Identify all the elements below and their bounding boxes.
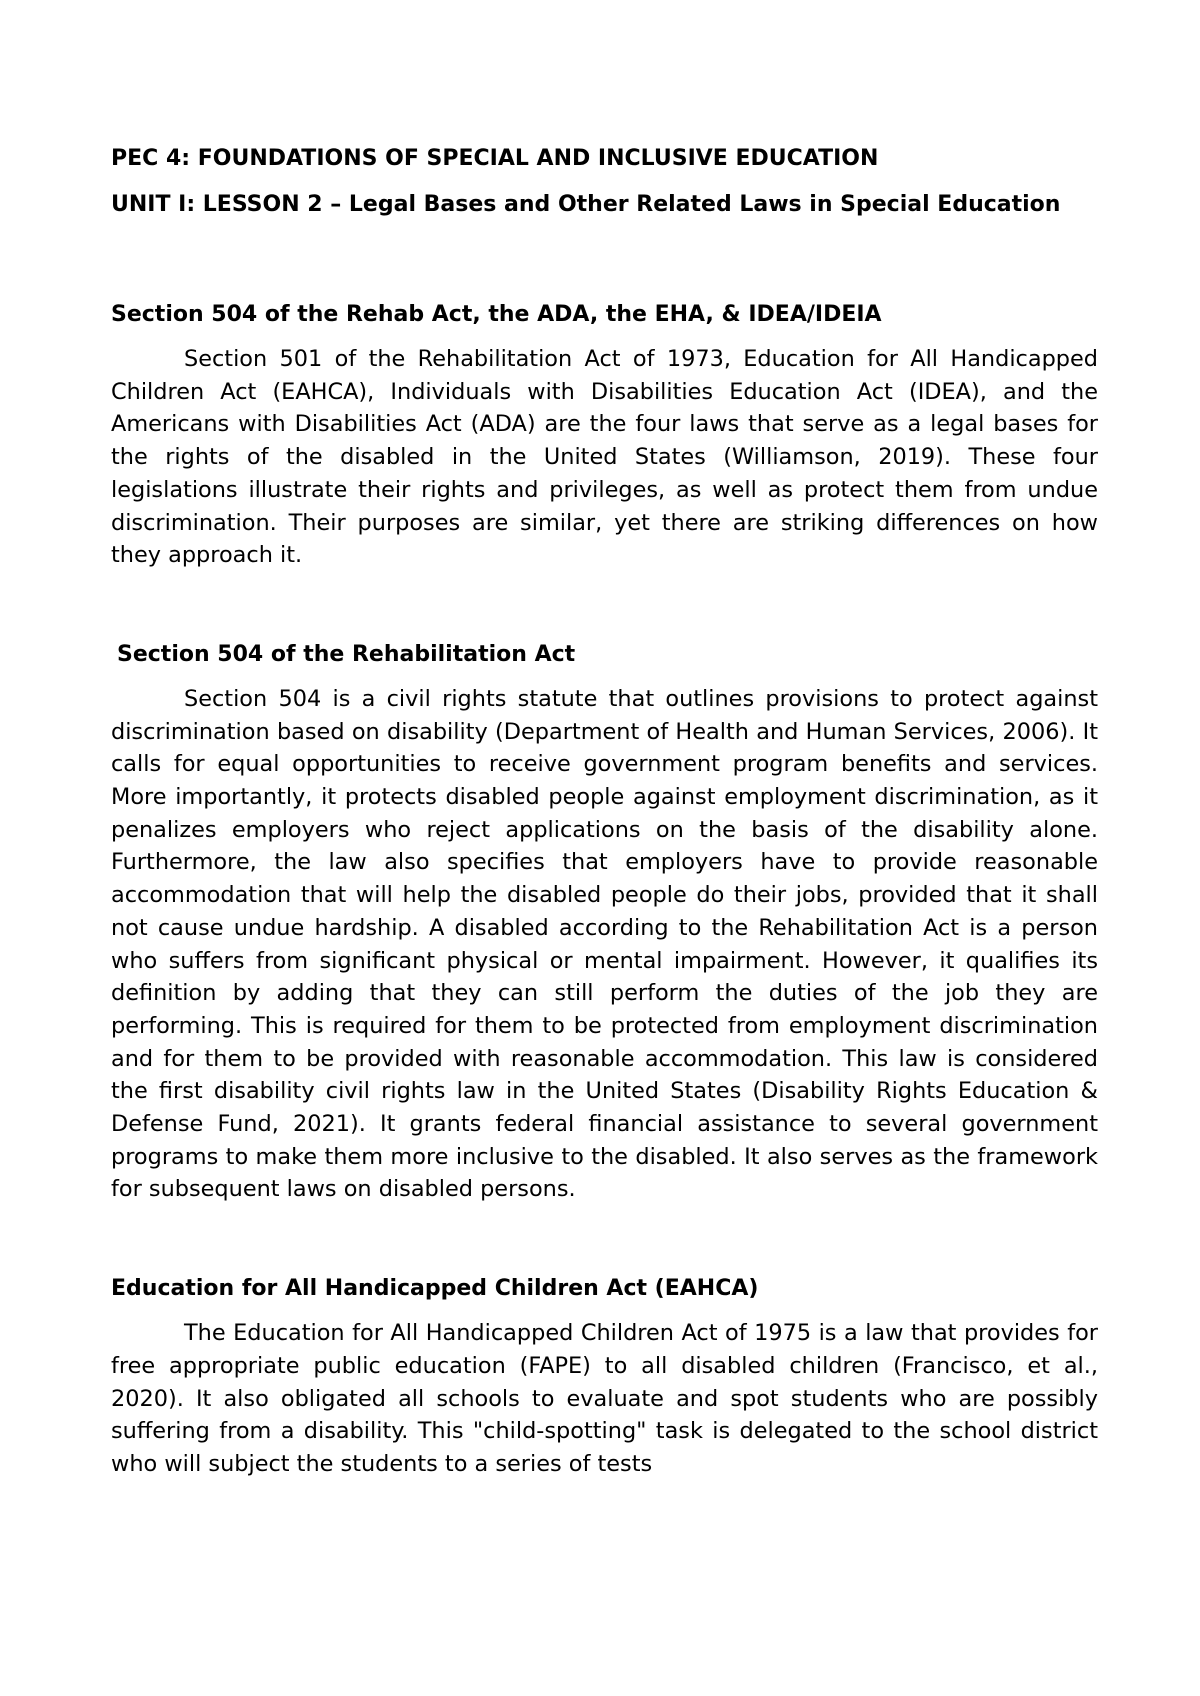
lesson-title: UNIT I: LESSON 2 – Legal Bases and Other Related Laws in Special Education <box>111 192 1061 217</box>
section-paragraph-rehabilitation-act: Section 504 is a civil rights statute that outlines provisions to protect against discrimination based on disability (Department of Health and Human Services, 2006). It calls for equal opportunities to receive government program benefits and services. More importantly, it protects disabled people against employment discrimination, as it penalizes employers who reject applications on the basis of the disability alone. Furthermore, the law also specifies that employers have to provide reasonable accommodation that will help the disabled people do their jobs, provided that it shall not cause undue hardship. A disabled according to the Rehabilitation Act is a person who suffers from significant physical or mental impairment. However, it qualifies its definition by adding that they can still perform the duties of the job they are performing. This is required for them to be protected from employment discrimination and for them to be provided with reasonable accommodation. This law is considered the first disability civil rights law in the United States (Disability Rights Education & Defense Fund, 2021). It grants federal financial assistance to several government programs to make them more inclusive to the disabled. It also serves as the framework for subsequent laws on disabled persons. <box>111 685 1098 1203</box>
course-title: PEC 4: FOUNDATIONS OF SPECIAL AND INCLUSIVE EDUCATION <box>111 146 879 171</box>
section-heading-rehabilitation-act: Section 504 of the Rehabilitation Act <box>117 641 576 667</box>
section-paragraph-eahca: The Education for All Handicapped Children Act of 1975 is a law that provides for free appropriate public education (FAPE) to all disabled children (Francisco, et al., 2020). It also obligated all schools to evaluate and spot students who are possibly suffering from a disability. This "child-spotting" task is delegated to the school district who will subject the students to a series of tests <box>111 1320 1098 1477</box>
section-heading-overview: Section 504 of the Rehab Act, the ADA, the EHA, & IDEA/IDEIA <box>111 302 882 327</box>
section-paragraph-overview: Section 501 of the Rehabilitation Act of 1973, Education for All Handicapped Children Act (EAHCA), Individuals with Disabilities Education Act (IDEA), and the Americans with Disabilities Act (ADA) are the four laws that serve as a legal bases for the rights of the disabled in the United States (Williamson, 2019). These four legislations illustrate their rights and privileges, as well as protect them from undue discrimination. Their purposes are similar, yet there are striking differences on how they approach it. <box>111 346 1098 569</box>
section-heading-eahca: Education for All Handicapped Children Act (EAHCA) <box>111 1276 759 1302</box>
document-content <box>111 142 1098 1481</box>
